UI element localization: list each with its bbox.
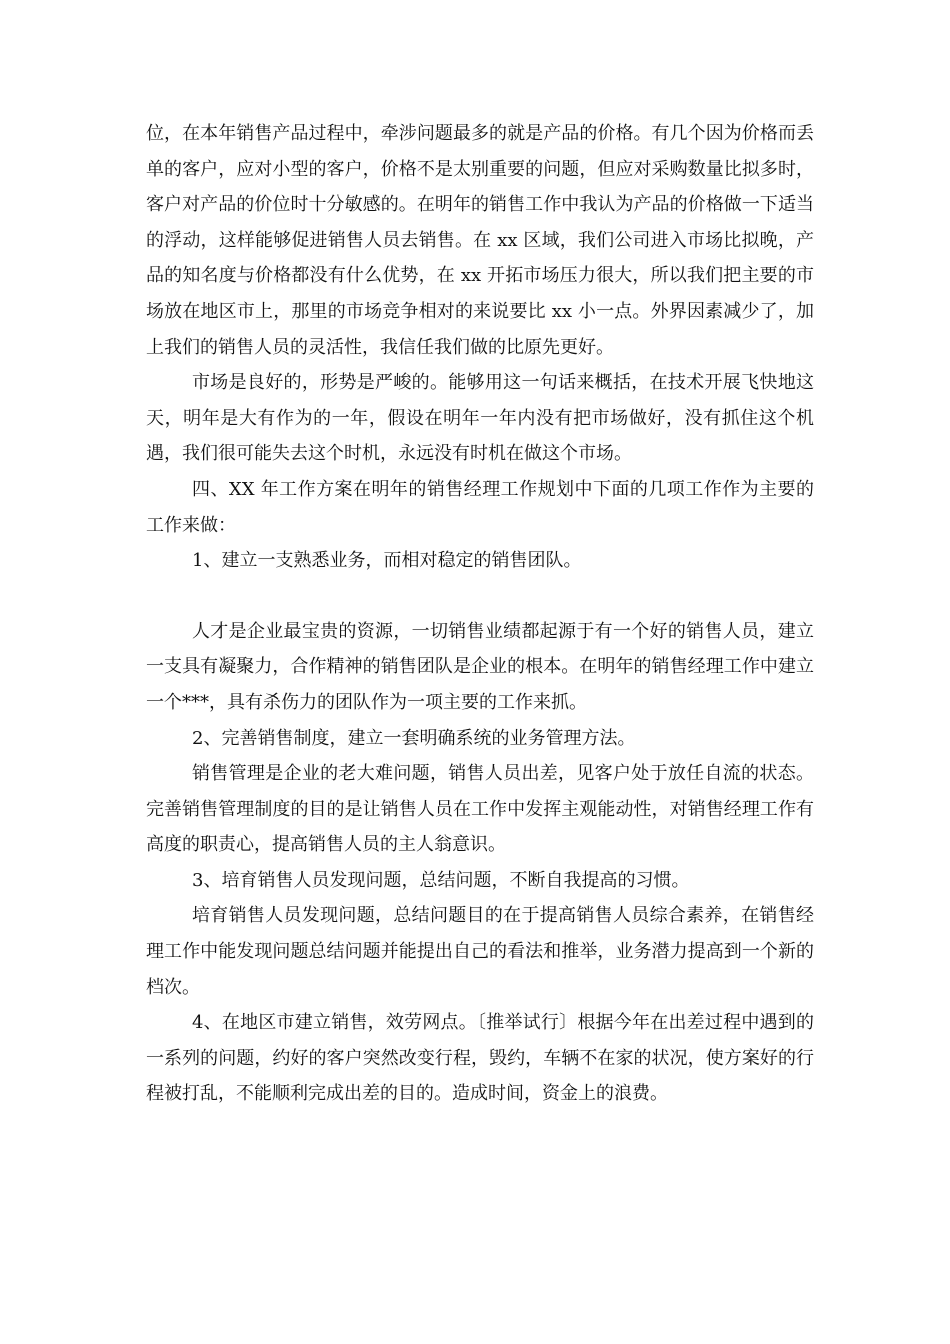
paragraph-item-1: 人才是企业最宝贵的资源，一切销售业绩都起源于有一个好的销售人员，建立一支具有凝聚力，合作精神的销售团队是企业的根本。在明年的销售经理工作中建立一个***，具有杀伤力的团队作为一项主要的工作来抓。 bbox=[146, 620, 814, 713]
item-heading-1: 1、建立一支熟悉业务，而相对稳定的销售团队。 bbox=[192, 550, 582, 572]
item-heading-2: 2、完善销售制度，建立一套明确系统的业务管理方法。 bbox=[192, 727, 636, 749]
paragraph-market-outlook: 市场是良好的，形势是严峻的。能够用这一句话来概括，在技术开展飞快地这天，明年是大有作为的一年，假设在明年一年内没有把市场做好，没有抓住这个机遇，我们很可能失去这个时机，永远没有时机在做这个市场。 bbox=[146, 372, 814, 465]
section-heading-work-plan: 四、XX 年工作方案在明年的销售经理工作规划中下面的几项工作作为主要的工作来做： bbox=[146, 478, 814, 536]
paragraph-item-3: 培育销售人员发现问题，总结问题目的在于提高销售人员综合素养，在销售经理工作中能发现问题总结问题并能提出自己的看法和推举，业务潜力提高到一个新的档次。 bbox=[146, 905, 814, 998]
paragraph-pricing: 位，在本年销售产品过程中，牵涉问题最多的就是产品的价格。有几个因为价格而丢单的客户，应对小型的客户，价格不是太别重要的问题，但应对采购数量比拟多时，客户对产品的价位时十分敏感的。在明年的销售工作中我认为产品的价格做一下适当的浮动，这样能够促进销售人员去销售。在 xx 区域，我们公司进入市场比拟晚，产品的知名度与价格都没有什么优势，在 xx 开拓市场压力很大，所以我们把主要的市场放在地区市上，那里的市场竞争相对的来说要比 xx 小一点。外界因素减少了，加上我们的销售人员的灵活性，我信任我们做的比原先更好。 bbox=[146, 123, 814, 358]
paragraph-item-2: 销售管理是企业的老大难问题，销售人员出差，见客户处于放任自流的状态。完善销售管理制度的目的是让销售人员在工作中发挥主观能动性，对销售经理工作有高度的职责心，提高销售人员的主人翁意识。 bbox=[146, 763, 814, 856]
paragraph-item-4: 4、在地区市建立销售，效劳网点。〔推举试行〕根据今年在出差过程中遇到的一系列的问题，约好的客户突然改变行程，毁约，车辆不在家的状况，使方案好的行程被打乱，不能顺利完成出差的目的。造成时间，资金上的浪费。 bbox=[146, 1012, 814, 1105]
item-heading-3: 3、培育销售人员发现问题，总结问题，不断自我提高的习惯。 bbox=[192, 869, 690, 891]
document-page bbox=[146, 116, 814, 1112]
